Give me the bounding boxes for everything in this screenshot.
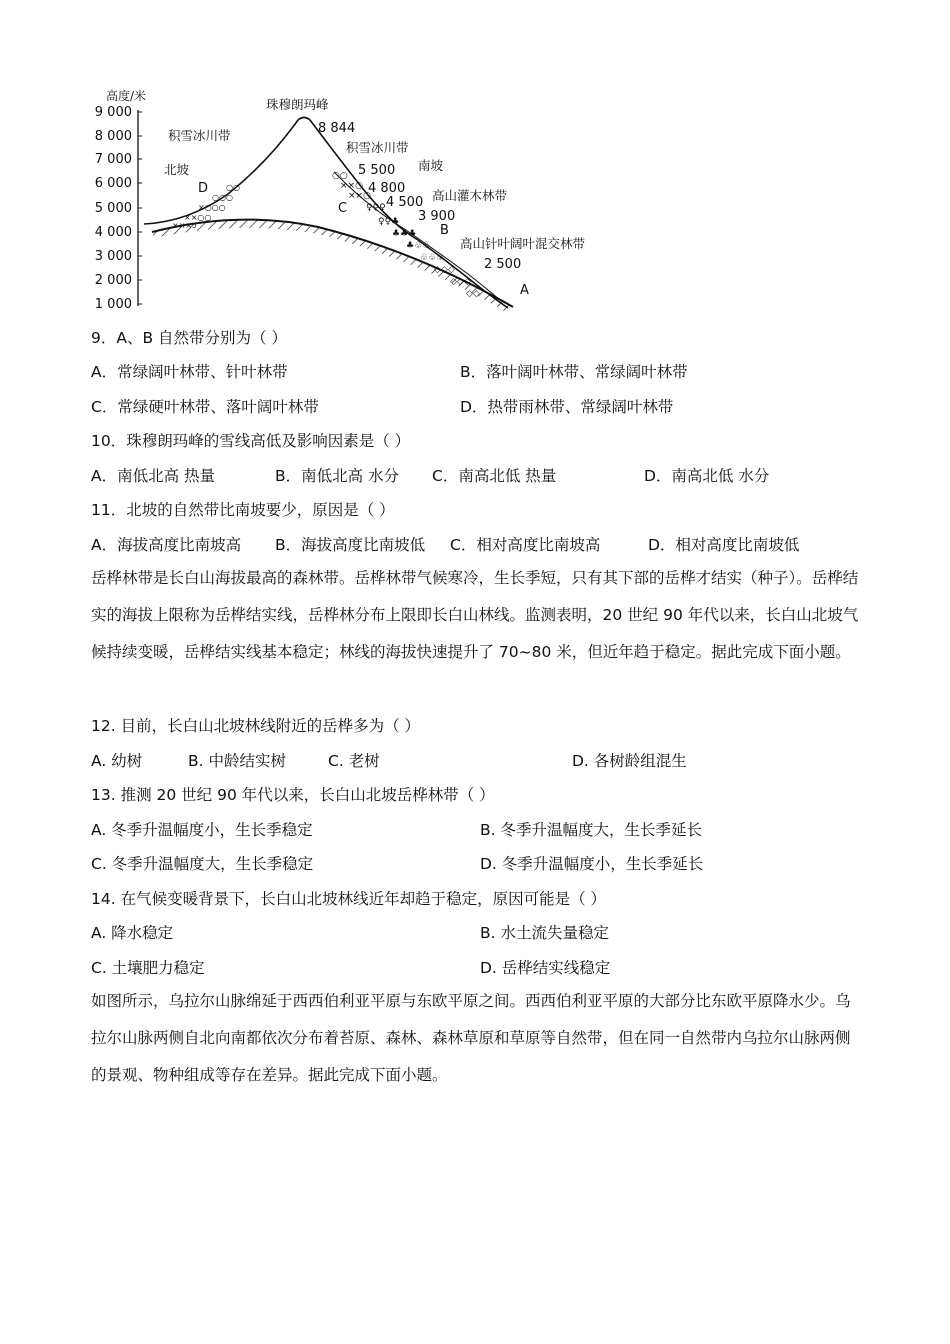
svg-text:○○: ○○ bbox=[226, 183, 240, 192]
y-tick-6000: 6 000 bbox=[94, 176, 132, 191]
q13-option-b[interactable]: B. 冬季升温幅度大，生长季延长 bbox=[480, 821, 702, 839]
q14-option-a[interactable]: A. 降水稳定 bbox=[91, 924, 174, 942]
y-tick-3000: 3 000 bbox=[94, 249, 132, 264]
q13-option-c[interactable]: C. 冬季升温幅度大，生长季稳定 bbox=[91, 855, 314, 873]
q10-option-a[interactable]: A．南低北高 热量 bbox=[91, 467, 216, 485]
q14-stem: 14. 在气候变暖背景下，长白山北坡林线近年却趋于稳定，原因可能是（ ） bbox=[91, 890, 607, 908]
svg-text:××○: ××○ bbox=[340, 181, 363, 191]
y-tick-2000: 2 000 bbox=[94, 273, 132, 288]
north-slope-label: 北坡 bbox=[164, 162, 190, 177]
south-slope-label: 南坡 bbox=[418, 158, 444, 173]
alpine-shrub-label: 高山灌木林带 bbox=[432, 188, 508, 203]
label-d: D bbox=[198, 181, 209, 196]
q11-option-a[interactable]: A．海拔高度比南坡高 bbox=[91, 536, 242, 554]
alpine-mixed-label: 高山针叶阔叶混交林带 bbox=[460, 236, 586, 251]
q9-option-d[interactable]: D．热带雨林带、常绿阔叶林带 bbox=[460, 398, 674, 416]
q11-option-d[interactable]: D．相对高度比南坡低 bbox=[648, 536, 800, 554]
passage-yuehua: 岳桦林带是长白山海拔最高的森林带。岳桦林带气候寒冷，生长季短，只有其下部的岳桦才结实（种子）。岳桦结实的海拔上限称为岳桦结实线，岳桦林分布上限即长白山林线。监测表明，20 世纪 90 年代以来，长白山北坡气候持续变暖，岳桦结实线基本稳定；林线的海拔快速提升了 70~80 米，但近年趋于稳定。据此完成下面小题。 bbox=[91, 569, 859, 661]
q11-option-b[interactable]: B．海拔高度比南坡低 bbox=[275, 536, 426, 554]
peak-label: 珠穆朗玛峰 bbox=[266, 97, 329, 112]
svg-text:×××ↄ: ×××ↄ bbox=[172, 221, 197, 230]
q9-stem: 9．A、B 自然带分别为（ ） bbox=[91, 329, 287, 347]
q13-stem: 13. 推测 20 世纪 90 年代以来，长白山北坡岳桦林带（ ） bbox=[91, 786, 495, 804]
q9-option-b[interactable]: B．落叶阔叶林带、常绿阔叶林带 bbox=[460, 363, 688, 381]
svg-text:○○: ○○ bbox=[332, 171, 348, 181]
north-snow-label: 积雪冰川带 bbox=[168, 128, 231, 143]
everest-vertical-zonation-diagram bbox=[88, 82, 648, 318]
label-a: A bbox=[520, 283, 529, 298]
q12-option-c[interactable]: C. 老树 bbox=[328, 752, 380, 770]
q12-option-d[interactable]: D. 各树龄组混生 bbox=[572, 752, 687, 770]
y-tick-5000: 5 000 bbox=[94, 201, 132, 216]
q12-stem: 12. 目前，长白山北坡林线附近的岳桦多为（ ） bbox=[91, 717, 421, 735]
q11-stem: 11．北坡的自然带比南坡要少，原因是（ ） bbox=[91, 501, 395, 519]
svg-text:♀♀♣: ♀♀♣ bbox=[378, 217, 400, 227]
svg-text:×○○○: ×○○○ bbox=[198, 203, 226, 212]
q10-stem: 10．珠穆朗玛峰的雪线高低及影响因素是（ ） bbox=[91, 432, 411, 450]
ground-hatch bbox=[152, 220, 513, 312]
height-5500: 5 500 bbox=[358, 163, 396, 178]
y-axis-title: 高度/米 bbox=[106, 89, 147, 103]
height-4500: 4 500 bbox=[386, 195, 424, 210]
q14-option-b[interactable]: B. 水土流失量稳定 bbox=[480, 924, 609, 942]
passage-ural: 如图所示，乌拉尔山脉绵延于西西伯利亚平原与东欧平原之间。西西伯利亚平原的大部分比东欧平原降水少。乌拉尔山脉两侧自北向南都依次分布着苔原、森林、森林草原和草原等自然带，但在同一自然带内乌拉尔山脉两侧的景观、物种组成等存在差异。据此完成下面小题。 bbox=[91, 992, 851, 1084]
south-snow-label: 积雪冰川带 bbox=[346, 140, 409, 155]
q10-option-d[interactable]: D．南高北低 水分 bbox=[644, 467, 770, 485]
y-tick-7000: 7 000 bbox=[94, 152, 132, 167]
svg-text:○○○: ○○○ bbox=[212, 193, 233, 202]
height-4800: 4 800 bbox=[368, 181, 406, 196]
svg-text:♧♧♧: ♧♧♧ bbox=[420, 253, 445, 263]
y-tick-9000: 9 000 bbox=[94, 105, 132, 120]
svg-text:♣♣♣: ♣♣♣ bbox=[392, 229, 417, 239]
y-ticks bbox=[95, 105, 142, 312]
q12-option-b[interactable]: B. 中龄结实树 bbox=[188, 752, 286, 770]
y-tick-1000: 1 000 bbox=[94, 297, 132, 312]
svg-text:♣♧♧: ♣♧♧ bbox=[406, 241, 431, 251]
q13-option-d[interactable]: D. 冬季升温幅度小，生长季延长 bbox=[480, 855, 704, 873]
label-b: B bbox=[440, 223, 449, 238]
svg-text:××○: ××○ bbox=[348, 191, 371, 201]
q12-option-a[interactable]: A. 幼树 bbox=[91, 752, 143, 770]
y-tick-4000: 4 000 bbox=[94, 225, 132, 240]
height-3900: 3 900 bbox=[418, 209, 456, 224]
svg-text:××○○: ××○○ bbox=[184, 213, 212, 222]
q10-option-b[interactable]: B．南低北高 水分 bbox=[275, 467, 400, 485]
q13-option-a[interactable]: A. 冬季升温幅度小，生长季稳定 bbox=[91, 821, 313, 839]
svg-text:◇◇◇: ◇◇◇ bbox=[434, 265, 455, 275]
q14-option-c[interactable]: C. 土壤肥力稳定 bbox=[91, 959, 205, 977]
q9-option-c[interactable]: C．常绿硬叶林带、落叶阔叶林带 bbox=[91, 398, 319, 416]
label-c: C bbox=[338, 201, 348, 216]
q11-option-c[interactable]: C．相对高度比南坡高 bbox=[450, 536, 601, 554]
svg-text:♀♀♀: ♀♀♀ bbox=[366, 203, 386, 213]
height-2500: 2 500 bbox=[484, 257, 522, 272]
q9-option-a[interactable]: A．常绿阔叶林带、针叶林带 bbox=[91, 363, 288, 381]
q14-option-d[interactable]: D. 岳桦结实线稳定 bbox=[480, 959, 611, 977]
peak-height: 8 844 bbox=[318, 121, 356, 136]
svg-text:◇◇: ◇◇ bbox=[466, 289, 480, 299]
svg-text:◇◇◇: ◇◇◇ bbox=[450, 277, 471, 287]
y-tick-8000: 8 000 bbox=[94, 129, 132, 144]
q10-option-c[interactable]: C．南高北低 热量 bbox=[432, 467, 557, 485]
